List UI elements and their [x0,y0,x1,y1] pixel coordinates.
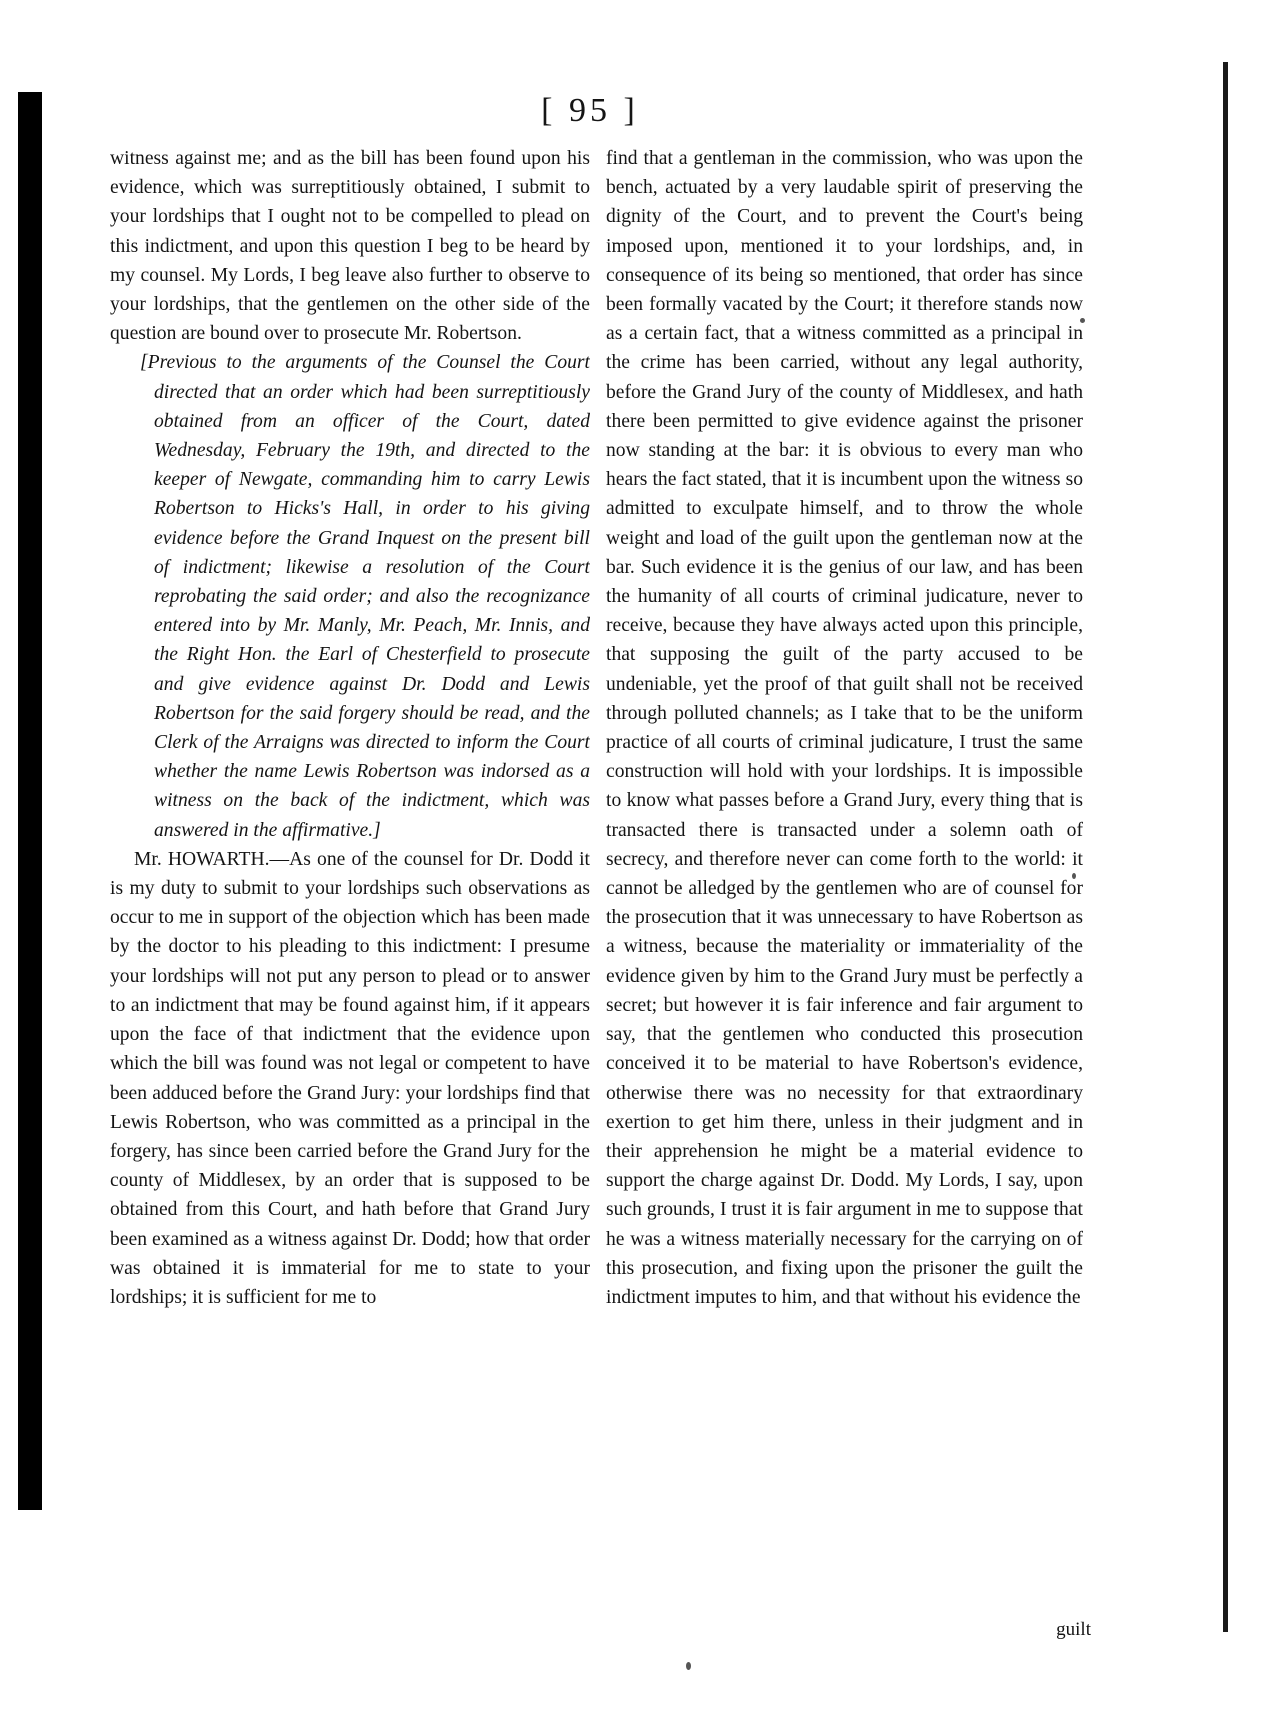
paragraph: find that a gentleman in the commission, who was upon the bench, actuated by a very laudable spirit of preserving the dignity of the Court, and to prevent the Court's being imposed upon, mentioned it to your lordships, and, in consequence of its being so mentioned, that order has since been formally vacated by the Court; it therefore stands now as a certain fact, that a witness committed as a principal in the crime has been carried, without any legal authority, before the Grand Jury of the county of Middlesex, and hath there been permitted to give evidence against the prisoner now standing at the bar: it is obvious to every man who hears the fact stated, that it is incumbent upon the witness so admitted to exculpate himself, and to throw the whole weight and load of the guilt upon the gentleman now at the bar. Such evidence it is the genius of our law, and has been the humanity of all courts of criminal judicature, never to receive, because they have always acted upon this principle, that supposing the guilt of the party accused to be undeniable, yet the proof of that guilt shall not be received through polluted channels; as I take that to be the uniform practice of all courts of criminal judicature, I trust the same construction will hold with your lordships. It is impossible to know what passes before a Grand Jury, every thing that is transacted there is transacted under a solemn oath of secrecy, and therefore never can come forth to the world: it cannot be alledged by the gentlemen who are of counsel for the prosecution that it was unnecessary to have Robertson as a witness, because the materiality or immateriality of the evidence given by him to the Grand Jury must be perfectly a secret; but however it is fair inference and fair argument to say, that the gentlemen who conducted this prosecution conceived it to be material to have Robertson's evidence, otherwise there was no necessity for that extraordinary exertion to get him there, unless in their judgment and in their apprehension he might be a material evidence to support the charge against Dr. Dodd. My Lords, I say, upon such grounds, I trust it is fair argument in me to suppose that he was a witness materially necessary for the carrying on of this prosecution, and fixing upon the prisoner the guilt the indictment imputes to him, and that without his evidence the [606,148,1083,1308]
paragraph: witness against me; and as the bill has been found upon his evidence, which was surreptitiously obtained, I submit to your lordships that I ought not to be compelled to plead on this indictment, and upon this question I beg to be heard by my counsel. My Lords, I beg leave also further to observe to your lordships, that the gentlemen on the other side of the question are bound over to prosecute Mr. Robertson. [110,148,590,345]
right-column [606,144,1083,1614]
scan-edge-shadow-left [18,92,42,1510]
scan-speck [686,1662,691,1670]
left-column [110,144,590,1614]
scan-edge-shadow-right [1223,62,1228,1632]
bracketed-court-note: [Previous to the arguments of the Counsel the Court directed that an order which had been surreptitiously obtained from an officer of the Court, dated Wednesday, February the 19th, and directed to the keeper of Newgate, commanding him to carry Lewis Robertson to Hicks's Hall, in order to his giving evidence before the Grand Inquest on the present bill of indictment; likewise a resolution of the Court reprobating the said order; and also the recognizance entered into by Mr. Manly, Mr. Peach, Mr. Innis, and the Right Hon. the Earl of Chesterfield to prosecute and give evidence against Dr. Dodd and Lewis Robertson for the said forgery should be read, and the Clerk of the Arraigns was directed to inform the Court whether the name Lewis Robertson was indorsed as a witness on the back of the indictment, which was answered in the affirmative.] [140,352,590,841]
paragraph-howarth: Mr. HOWARTH.—As one of the counsel for Dr. Dodd it is my duty to submit to your lordships such observations as occur to me in support of the objection which has been made by the doctor to his pleading to this indictment: I presume your lordships will not put any person to plead or to answer to an indictment that may be found against him, if it appears upon the face of that indictment that the evidence upon which the bill was found was not legal or competent to have been adduced before the Grand Jury: your lordships find that Lewis Robertson, who was committed as a principal in the forgery, has since been carried before the Grand Jury for the county of Middlesex, by an order that is supposed to be obtained from this Court, and hath before that Grand Jury been examined as a witness against Dr. Dodd; how that order was obtained it is immaterial for me to state to your lordships; it is sufficient for me to [110,848,590,1308]
page-number: [ 95 ] [541,92,639,129]
catchword: guilt [1056,1619,1091,1640]
